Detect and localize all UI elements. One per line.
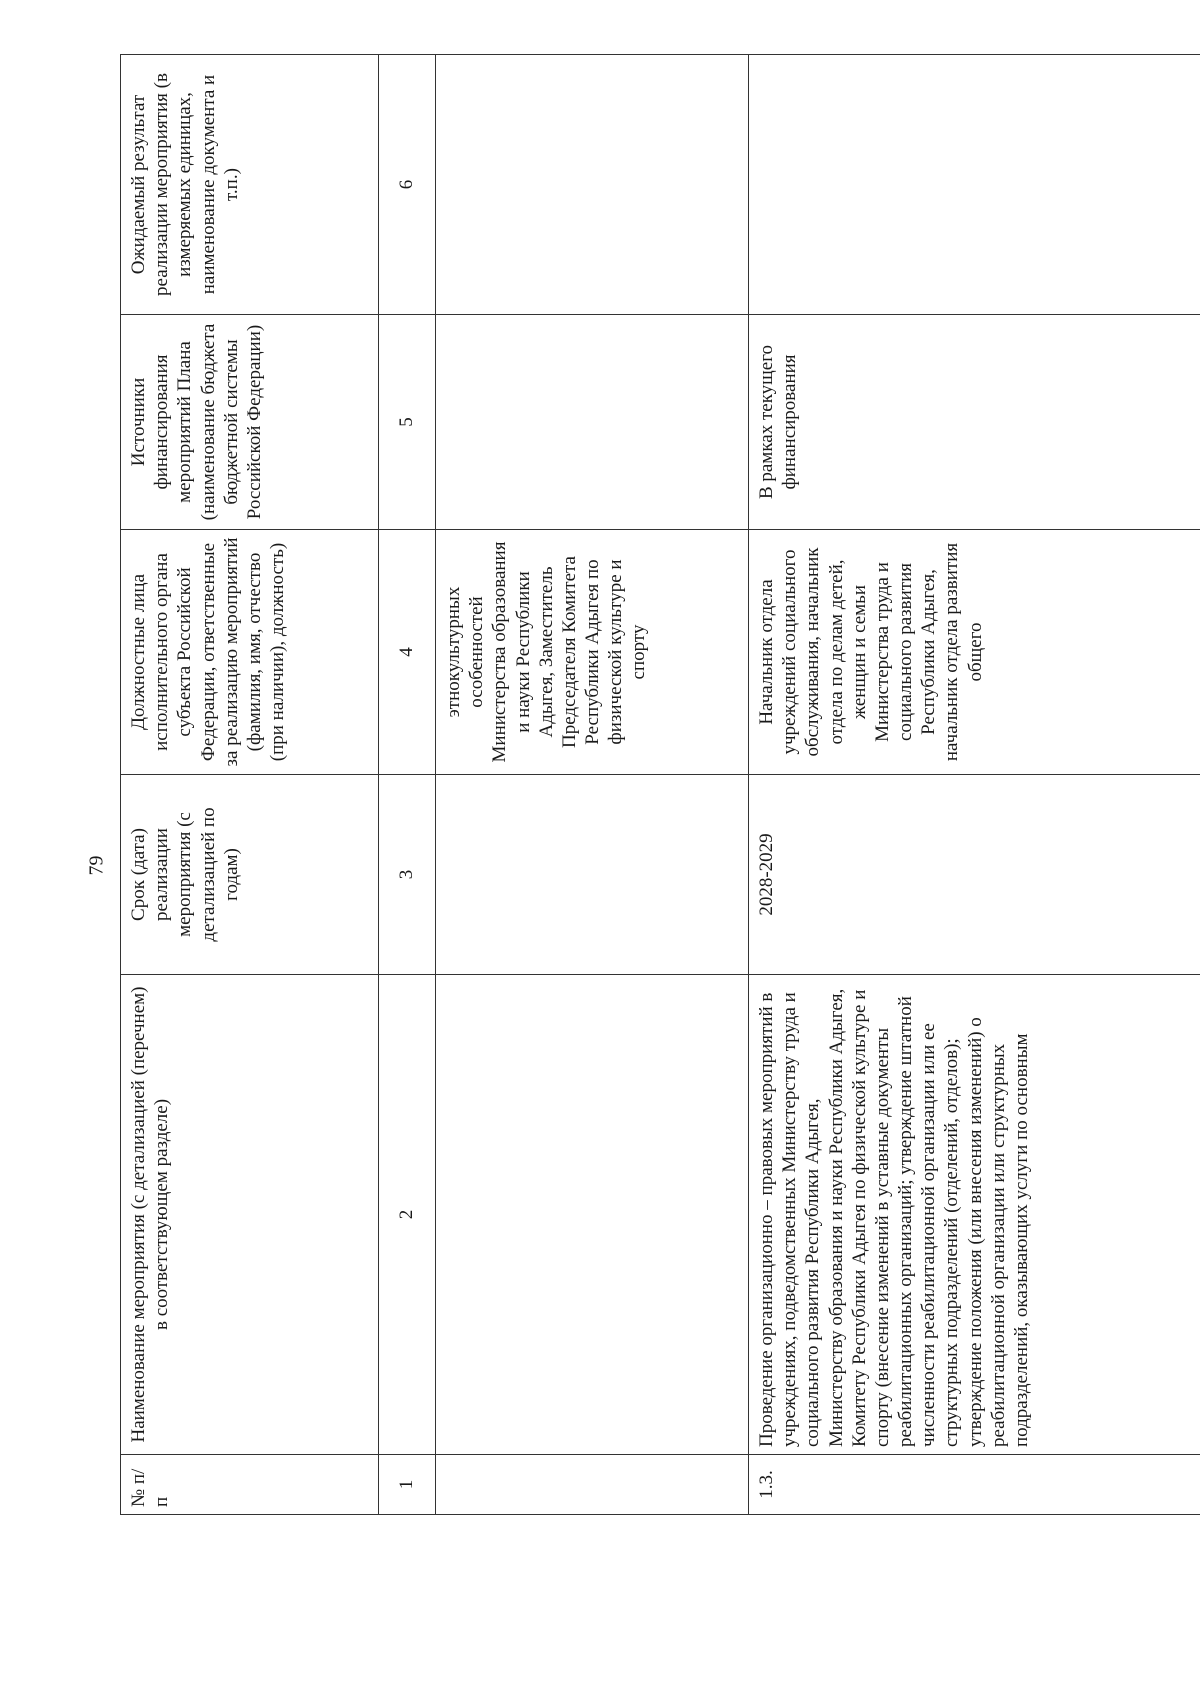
item-responsible: Начальник отдела учреждений социального обслуживания, начальник отдела по делам детей, женщин и семьи Министерства труда и социального развития Республики Адыгея, начальник отдела развития общего <box>749 530 1200 775</box>
header-number: № п/п <box>121 1455 379 1515</box>
item-number: 1.3. <box>749 1455 1200 1515</box>
cont-result-cell <box>436 55 749 315</box>
cont-period-cell <box>436 775 749 975</box>
column-numbers-row <box>379 55 436 1515</box>
header-financing: Источники финансирования мероприятий Плана (наименование бюджета бюджетной системы Российской Федерации) <box>121 315 379 530</box>
column-number: 2 <box>379 975 436 1455</box>
header-period: Срок (дата) реализации мероприятия (с детализацией по годам) <box>121 775 379 975</box>
column-number: 6 <box>379 55 436 315</box>
item-period: 2028-2029 <box>749 775 1200 975</box>
cont-responsible-cell: этнокультурных особенностей Министерства образования и науки Республики Адыгея, Заместитель Председателя Комитета Республики Адыгея по физической культуре и спорту <box>436 530 749 775</box>
column-number: 3 <box>379 775 436 975</box>
column-number: 1 <box>379 1455 436 1515</box>
continuation-row <box>436 55 749 1515</box>
item-financing: В рамках текущего финансирования <box>749 315 1200 530</box>
header-row <box>121 55 379 1515</box>
item-activity-name: Проведение организационно – правовых мероприятий в учреждениях, подведомственных Министерству труда и социального развития Республики Адыгея, Министерству образования и науки Республики Адыгея, Комитету Республики Адыгея по физической культуре и спорту (внесение изменений в уставные документы реабилитационных организаций; утверждение штатной численности реабилитационной организации или ее структурных подразделений (отделений, отделов); утверждение положения (или внесения изменений) о реабилитационной организации или структурных подразделений, оказывающих услуги по основным <box>749 975 1200 1455</box>
column-number: 5 <box>379 315 436 530</box>
cont-financing-cell <box>436 315 749 530</box>
item-result <box>749 55 1200 315</box>
cont-number-cell <box>436 1455 749 1515</box>
header-responsible: Должностные лица исполнительного органа субъекта Российской Федерации, ответственные за реализацию мероприятий (фамилия, имя, отчество (при наличии), должность) <box>121 530 379 775</box>
cont-name-cell <box>436 975 749 1455</box>
table-container <box>120 55 1200 1515</box>
plan-table <box>120 54 1200 1515</box>
item-row-1-3 <box>749 55 1200 1515</box>
header-result: Ожидаемый результат реализации мероприятия (в измеряемых единицах, наименование документа и т.п.) <box>121 55 379 315</box>
column-number: 4 <box>379 530 436 775</box>
header-activity-name: Наименование мероприятия (с детализацией (перечнем) в соответствующем разделе) <box>121 975 379 1455</box>
page-number: 79 <box>85 855 108 876</box>
